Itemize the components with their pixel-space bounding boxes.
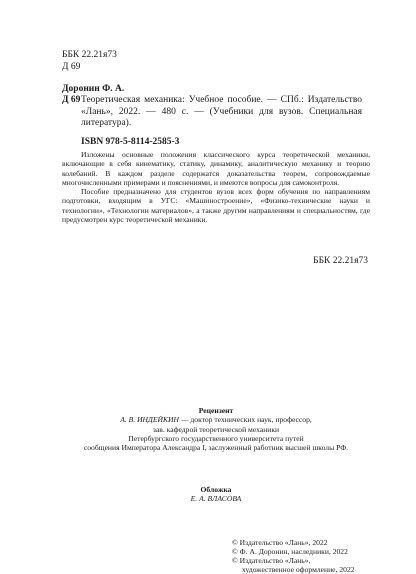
bib-author-code: Д 69: [62, 95, 81, 105]
cover-designer-name: Е. А. ВЛАСОВА: [190, 494, 242, 504]
reviewer-heading: Рецензент: [198, 406, 234, 415]
copyright-line: © Издательство «Лань», 2022: [232, 538, 328, 547]
reviewer-line-3: Петербургского государственного университета путей: [128, 433, 304, 443]
reviewer-line-2: зав. кафедрой теоретической механики: [152, 424, 280, 434]
bbk-classification-block: [62, 50, 117, 73]
reviewer-degree: — доктор технических наук, профессор,: [179, 415, 312, 425]
udk-author-code: Д 69: [62, 61, 81, 72]
bbk-code: ББК 22.21я73: [62, 50, 117, 60]
author-name: Доронин Ф. А.: [62, 84, 125, 94]
cover-designer-block: [62, 485, 370, 504]
copyright-line: © Издательство «Лань»,: [232, 556, 311, 565]
annotation-paragraph-1: Изложены основные положения классического курса теоретической механики, включающие в себя кинематику, статику, динамику, аналитическую механику и теорию колебаний. В каждом разделе содержатся доказательства теорем, сопровождаемые многочисленными примерами и пояснениями, и имеются вопросы для самоконтроля.: [62, 150, 370, 187]
reviewer-name: А. В. ИНДЕЙКИН: [120, 415, 180, 425]
copyright-line: художественное оформление, 2022: [242, 565, 355, 574]
cover-heading: Обложка: [200, 485, 232, 494]
bib-description: Теоретическая механика: Учебное пособие. — СПб.: Издательство «Лань», 2022. — 480 с. — (Учебники для вузов. Специальная литература).: [81, 95, 362, 128]
reviewer-block: [62, 406, 370, 452]
reviewer-line-4: сообщения Императора Александра I, заслуженный работник высшей школы РФ.: [83, 443, 349, 453]
bbk-code-right: ББК 22.21я73: [313, 256, 368, 266]
reviewer-line-1: [62, 415, 370, 424]
copyright-block: [232, 538, 355, 574]
annotation: [62, 150, 370, 224]
isbn-number: ISBN 978-5-8114-2585-3: [81, 137, 180, 147]
bibliographic-record: [62, 95, 362, 130]
copyright-line: © Ф. А. Доронин, наследники, 2022: [232, 547, 348, 556]
annotation-paragraph-2: Пособие предназначено для студентов вузов всех форм обучения по направлениям подготовки, входящим в УГС: «Машиностроение», «Физико-технические науки и технологии», «Технологии материалов», а также другим направлениям и специальностям, где предусмотрен курс теоретической механики.: [62, 187, 370, 225]
